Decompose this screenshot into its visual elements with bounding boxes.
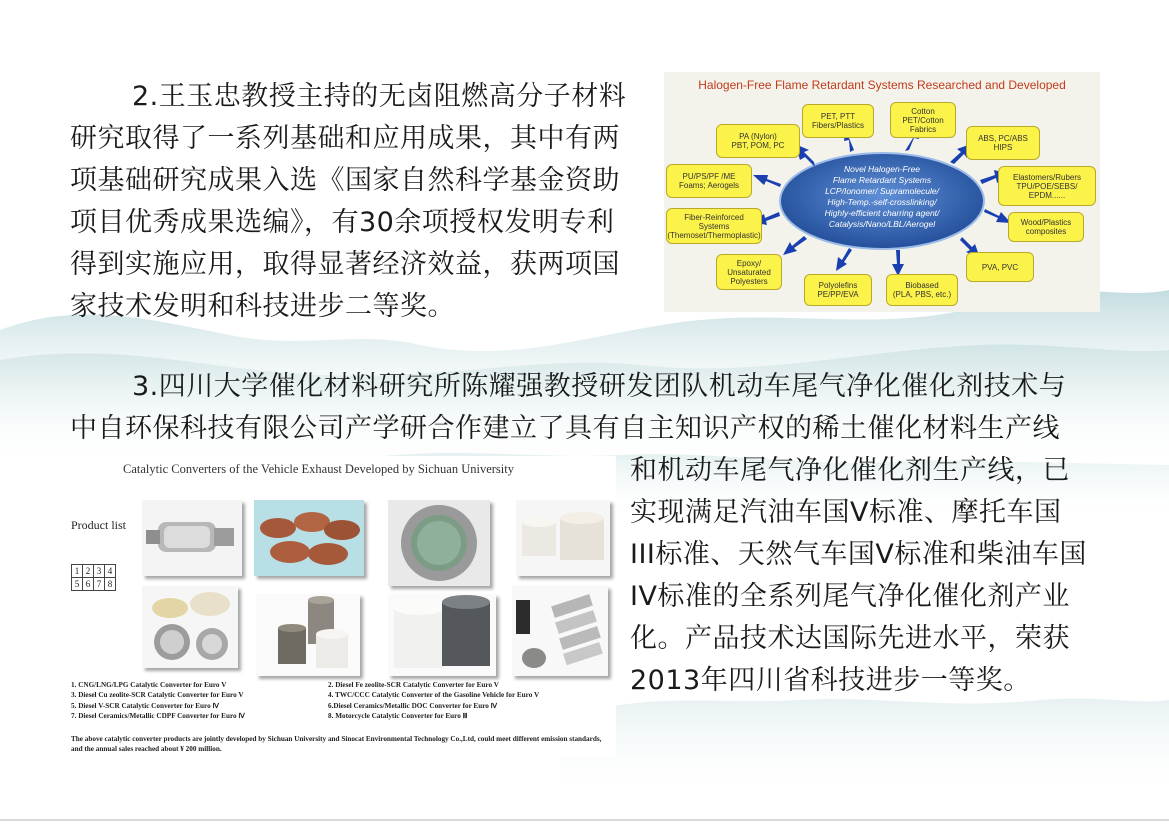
oval-line-4: High-Temp.-self-crosslinking/ — [827, 197, 937, 207]
para3-line-2: 中自环保科技有限公司产学研合作建立了具有自主知识产权的稀土催化材料生产线 — [70, 413, 1060, 444]
diagram-title: Halogen-Free Flame Retardant Systems Researched and Developed — [698, 78, 1066, 92]
photo-round-converter — [388, 500, 490, 586]
item-8-label: 8. Motorcycle Catalytic Converter for Euro Ⅲ — [328, 712, 468, 720]
photo-metallic-doc — [388, 594, 496, 676]
grid-cell: 8 — [105, 578, 116, 591]
item-4-label: 4. TWC/CCC Catalytic Converter of the Gasoline Vehicle for Euro V — [328, 691, 540, 699]
bottom-divider — [0, 819, 1169, 821]
box-biobased: Biobased (PLA, PBS, etc.) — [886, 274, 958, 306]
grid-cell: 7 — [94, 578, 105, 591]
photo-dpf-filters — [256, 594, 360, 676]
item-3-label: 3. Diesel Cu zeolite-SCR Catalytic Converter for Euro V — [71, 691, 244, 699]
para3-side-line-6: 2013年四川省科技进步一等奖。 — [630, 665, 1031, 696]
grid-cell: 2 — [83, 565, 94, 578]
catalytic-note: The above catalytic converter products are jointly developed by Sichuan University and Sinocat Environmental Technology Co.,Ltd, could meet different emission standards, and the annual sales reached about ¥ 200 million. — [71, 735, 602, 753]
item-7-label: 7. Diesel Ceramics/Metallic CDPF Converter for Euro Ⅳ — [71, 712, 246, 720]
item-1-label: 1. CNG/LNG/LPG Catalytic Converter for Euro V — [71, 681, 227, 689]
photo-motorcycle-tubes — [512, 586, 608, 676]
oval-center-text — [784, 164, 980, 230]
box-epoxy: Epoxy/ Unsaturated Polyesters — [716, 254, 782, 290]
box-pva-pvc: PVA, PVC — [966, 252, 1034, 282]
catalytic-figure-title: Catalytic Converters of the Vehicle Exhaust Developed by Sichuan University — [123, 462, 514, 476]
oval-line-6: Catalysis/Nano/LBL/Aerogel — [828, 219, 936, 229]
para2-line-6: 家技术发明和科技进步二等奖。 — [70, 291, 455, 322]
photo-cng-converter — [142, 500, 242, 576]
box-wood-plastics: Wood/Plastics composites — [1008, 212, 1084, 242]
product-list-label: Product list — [71, 518, 127, 532]
product-number-grid — [71, 564, 116, 591]
grid-cell: 5 — [72, 578, 83, 591]
grid-cell: 3 — [94, 565, 105, 578]
item-6-label: 6.Diesel Ceramics/Metallic DOC Converter for Euro Ⅳ — [328, 702, 498, 710]
para2-line-4: 项目优秀成果选编》，有30余项授权发明专利 — [70, 207, 615, 238]
oval-line-3: LCP/Ionomer/ Supramolecule/ — [825, 186, 939, 196]
box-elastomers: Elastomers/Rubers TPU/POE/SEBS/ EPDM...... — [998, 166, 1096, 206]
grid-cell: 6 — [83, 578, 94, 591]
paragraph-wang-yuzhong — [70, 76, 660, 328]
para3-side-line-4: IV标准的全系列尾气净化催化剂产业 — [630, 581, 1070, 612]
box-pu-ps: PU/PS/PF /ME Foams; Aerogels — [666, 164, 752, 198]
para3-line-1: 3.四川大学催化材料研究所陈耀强教授研发团队机动车尾气净化催化剂技术与 — [132, 371, 1067, 402]
item-5-label: 5. Diesel V-SCR Catalytic Converter for Euro Ⅳ — [71, 702, 220, 710]
box-fiber-reinforced: Fiber-Reinforced Systems (Themoset/Thermoplastic) — [666, 208, 762, 244]
para3-side-line-1: 和机动车尾气净化催化剂生产线，已 — [630, 455, 1070, 486]
photo-motorcycle-converters — [142, 586, 238, 668]
oval-line-2: Flame Retardant Systems — [832, 175, 932, 185]
flame-retardant-diagram — [664, 72, 1100, 312]
photo-ceramic-substrates — [516, 500, 610, 576]
paragraph-chen-yaoqiang-side — [630, 450, 1110, 702]
box-pet-ptt: PET, PTT Fibers/Plastics — [802, 104, 874, 138]
box-abs: ABS, PC/ABS HIPS — [966, 126, 1040, 160]
oval-line-1: Novel Halogen-Free — [843, 164, 921, 174]
box-polyolefins: Polyolefins PE/PP/EVA — [804, 274, 872, 306]
photo-honeycomb-catalysts — [254, 500, 364, 576]
catalytic-converter-figure — [68, 456, 616, 756]
grid-cell: 1 — [72, 565, 83, 578]
para3-side-line-2: 实现满足汽油车国V标准、摩托车国 — [630, 497, 1062, 528]
para2-line-5: 得到实施应用，取得显著经济效益，获两项国 — [70, 249, 620, 280]
para3-side-line-3: III标准、天然气车国V标准和柴油车国 — [630, 539, 1087, 570]
para2-line-1: 2.王玉忠教授主持的无卤阻燃高分子材料 — [132, 81, 627, 112]
box-pa-nylon: PA (Nylon) PBT, POM, PC — [716, 124, 800, 158]
para2-line-3: 项基础研究成果入选《国家自然科学基金资助 — [70, 165, 620, 196]
grid-cell: 4 — [105, 565, 116, 578]
para3-side-line-5: 化。产品技术达国际先进水平，荣获 — [630, 623, 1070, 654]
box-cotton: Cotton PET/Cotton Fabrics — [890, 102, 956, 138]
oval-line-5: Highly-efficient charring agent/ — [824, 208, 940, 218]
para2-line-2: 研究取得了一系列基础和应用成果，其中有两 — [70, 123, 620, 154]
item-2-label: 2. Diesel Fe zeolite-SCR Catalytic Converter for Euro V — [328, 681, 499, 689]
paragraph-chen-yaoqiang-top — [70, 366, 1110, 450]
